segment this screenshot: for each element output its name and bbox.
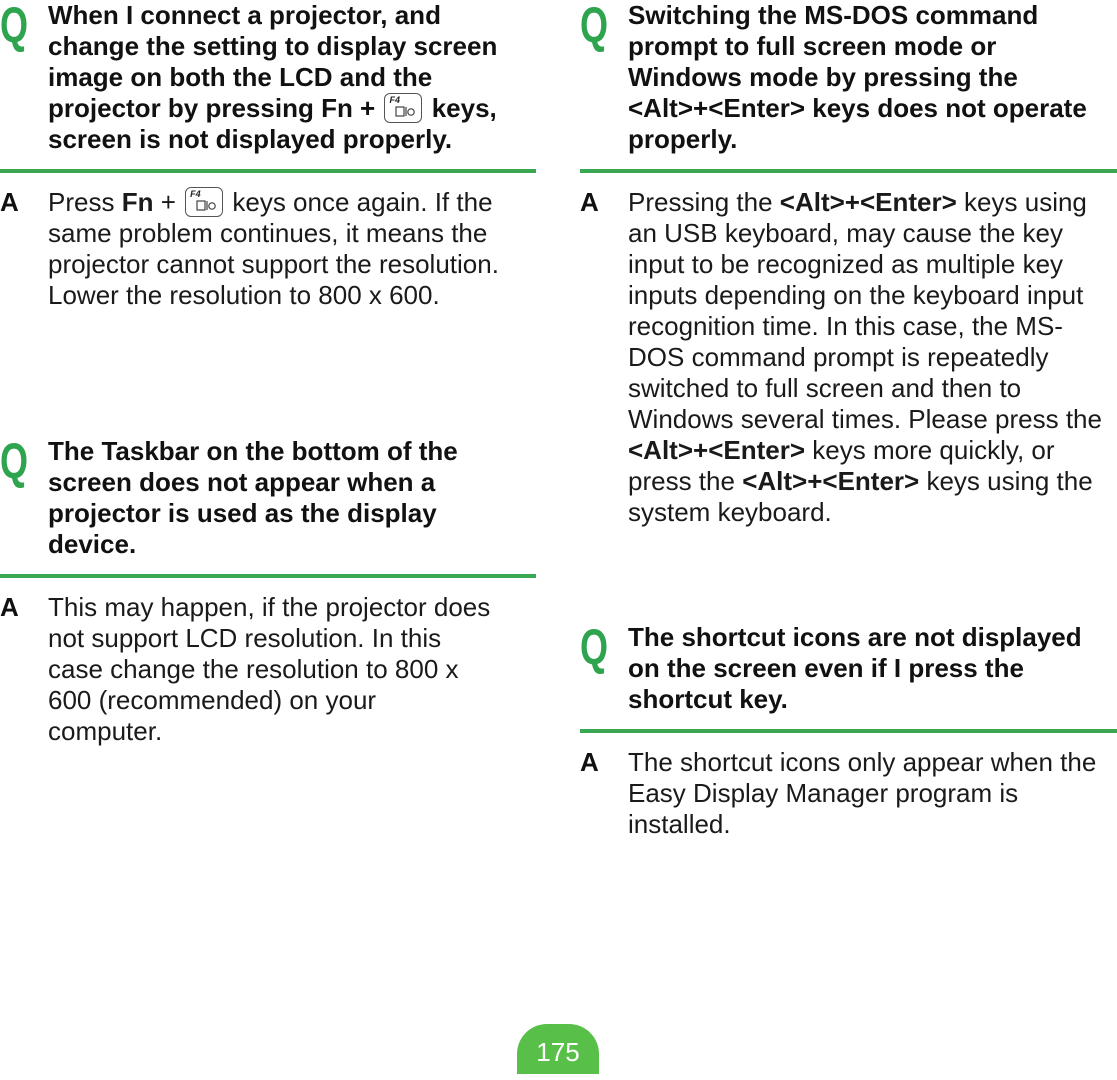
question-text: Switching the MS-DOS command prompt to full screen mode or Windows mode by pressing the <Alt>+<Enter> keys does not operate properly.: [628, 0, 1087, 154]
question-marker: Q: [0, 433, 29, 489]
faq-item-projector-display: [0, 0, 536, 311]
question-text: When I connect a projector, and change the setting to display screen image on both the LCD and the projector by pressing Fn + F4 keys, screen is not displayed properly.: [48, 0, 498, 154]
question: [0, 0, 536, 155]
question-text: The shortcut icons are not displayed on the screen even if I press the shortcut key.: [628, 622, 1082, 714]
question-marker: Q: [580, 619, 609, 675]
answer-text: The shortcut icons only appear when the Easy Display Manager program is installed.: [628, 747, 1097, 839]
question-marker: Q: [0, 0, 29, 53]
answer-text: Pressing the <Alt>+<Enter> keys using an USB keyboard, may cause the key input to be recognized as multiple key inputs depending on the keyboard input recognition time. In this case, the MS-DOS command prompt is repeatedly switched to full screen and then to Windows several times. Please press the <Alt>+<Enter> keys more quickly, or press the <Alt>+<Enter> keys using the system keyboard.: [628, 187, 1102, 527]
question: [580, 0, 1117, 155]
answer-marker: A: [580, 747, 599, 777]
f4-key-icon: F4: [185, 187, 223, 217]
question: [580, 619, 1117, 715]
question-marker: Q: [580, 0, 609, 53]
divider: [580, 169, 1117, 173]
answer-marker: A: [0, 592, 19, 622]
answer: [580, 187, 1117, 528]
divider: [0, 169, 536, 173]
faq-item-msdos-fullscreen: [580, 0, 1117, 528]
answer-text: Press Fn + F4 keys once again. If the same problem continues, it means the projector cannot support the resolution. Lower the resolution to 800 x 600.: [48, 187, 499, 310]
question: [0, 433, 536, 560]
divider: [580, 729, 1117, 733]
page-number: 175: [517, 1024, 599, 1074]
f4-key-icon: F4: [384, 93, 422, 123]
faq-item-shortcut-icons: [580, 619, 1117, 840]
answer-marker: A: [580, 187, 599, 217]
answer: [580, 747, 1117, 840]
answer: [0, 592, 536, 747]
display-switch-icon: [395, 106, 415, 118]
divider: [0, 574, 536, 578]
faq-item-taskbar: [0, 433, 536, 747]
answer: [0, 187, 536, 311]
answer-marker: A: [0, 187, 19, 217]
display-switch-icon: [196, 200, 216, 212]
answer-text: This may happen, if the projector does not support LCD resolution. In this case change the resolution to 800 x 600 (recommended) on your computer.: [48, 592, 491, 746]
question-text: The Taskbar on the bottom of the screen does not appear when a projector is used as the display device.: [48, 436, 458, 559]
